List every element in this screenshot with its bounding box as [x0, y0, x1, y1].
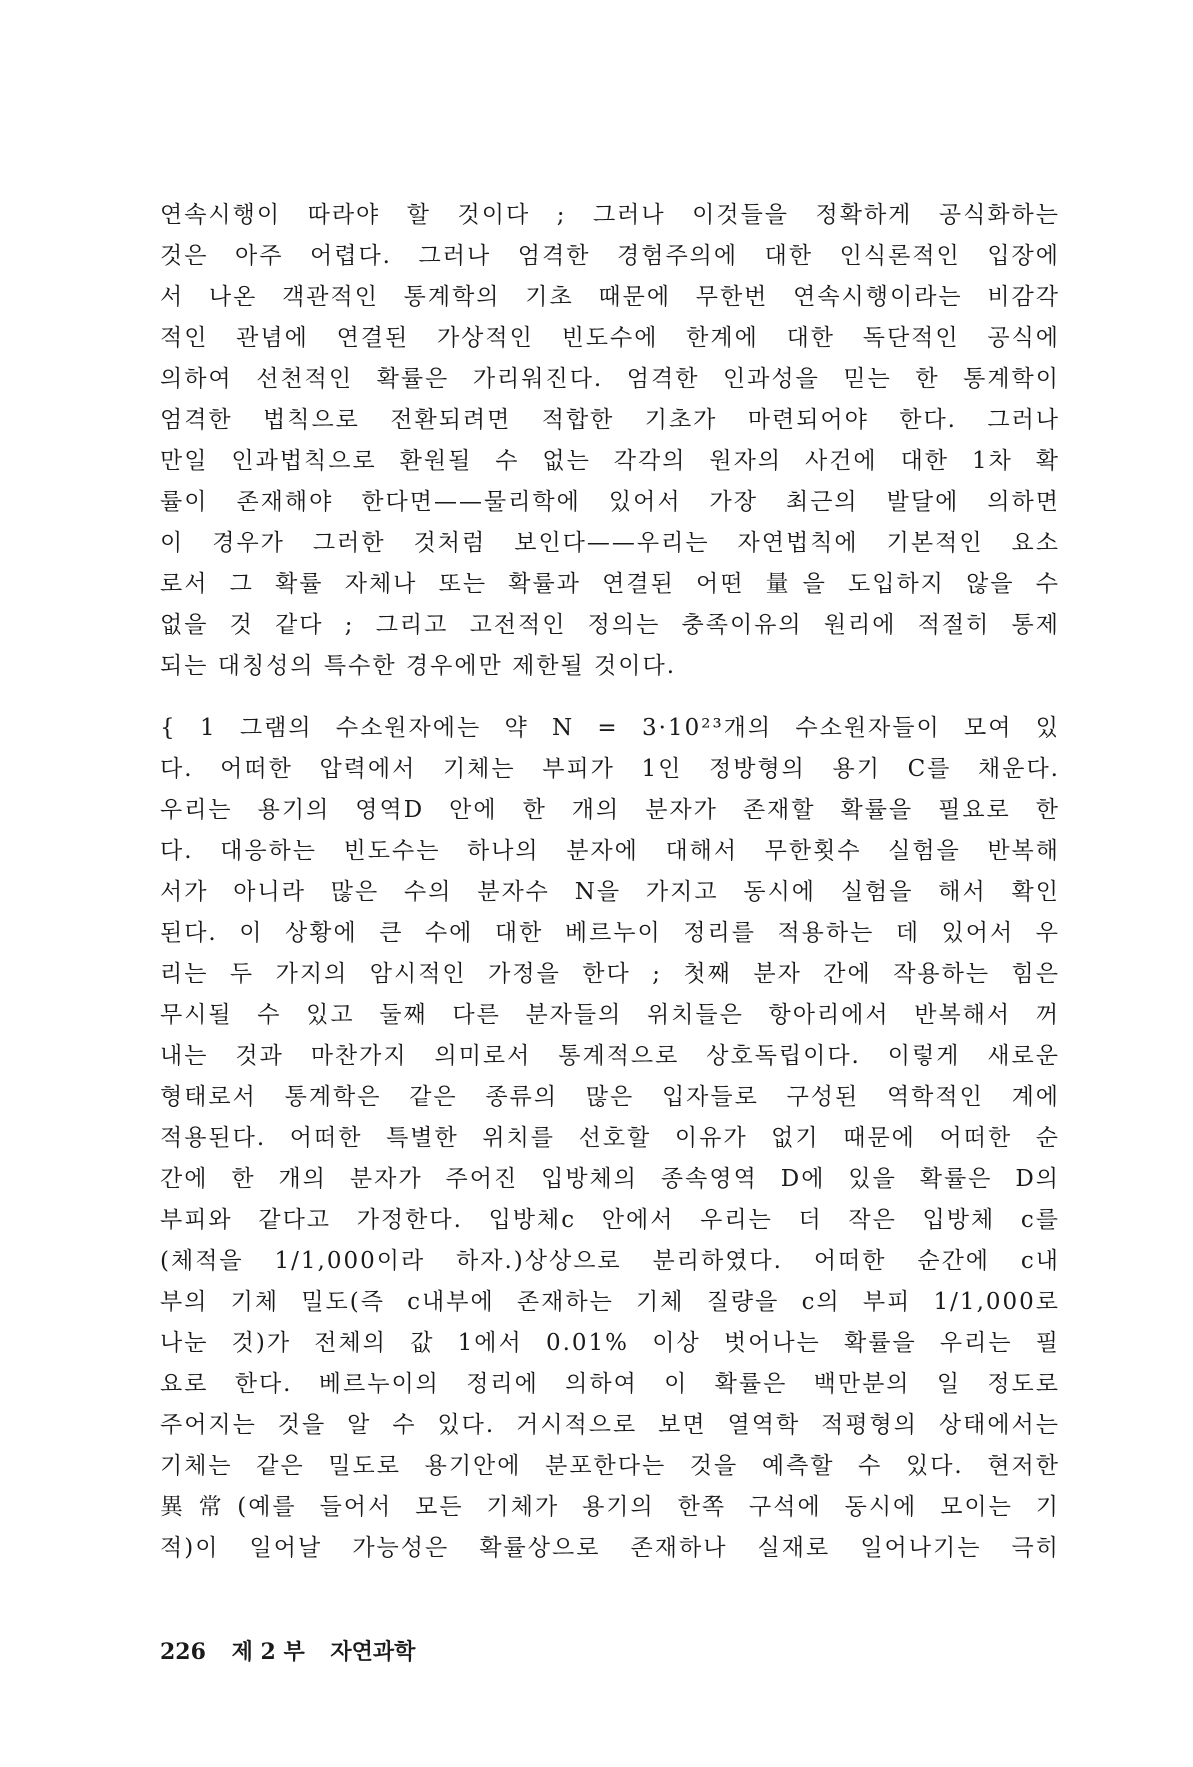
- text-line: (체적을 1/1,000이라 하자.)상상으로 분리하였다. 어떠한 순간에 c내: [160, 1248, 1060, 1274]
- text-line: 된다. 이 상황에 큰 수에 대한 베르누이 정리를 적용하는 데 있어서 우: [160, 920, 1060, 946]
- text-line: 다. 대응하는 빈도수는 하나의 분자에 대해서 무한횟수 실험을 반복해: [160, 838, 1060, 864]
- text-line: 형태로서 통계학은 같은 종류의 많은 입자들로 구성된 역학적인 계에: [160, 1084, 1060, 1110]
- text-line: 다. 어떠한 압력에서 기체는 부피가 1인 정방형의 용기 C를 채운다.: [160, 756, 1060, 782]
- text-line: 률이 존재해야 한다면——물리학에 있어서 가장 최근의 발달에 의하면: [160, 489, 1060, 515]
- paragraph-2: [160, 708, 1060, 1569]
- text-line: 무시될 수 있고 둘째 다른 분자들의 위치들은 항아리에서 반복해서 꺼: [160, 1002, 1060, 1028]
- section-title: 자연과학: [330, 1639, 416, 1665]
- text-line: 異常(예를 들어서 모든 기체가 용기의 한쪽 구석에 동시에 모이는 기: [160, 1494, 1060, 1520]
- text-line: 서가 아니라 많은 수의 분자수 N을 가지고 동시에 실험을 해서 확인: [160, 879, 1060, 905]
- text-line: 만일 인과법칙으로 환원될 수 없는 각각의 원자의 사건에 대한 1차 확: [160, 448, 1060, 474]
- text-line: 리는 두 가지의 암시적인 가정을 한다 ; 첫째 분자 간에 작용하는 힘은: [160, 961, 1060, 987]
- text-line: 나눈 것)가 전체의 값 1에서 0.01% 이상 벗어나는 확률을 우리는 필: [160, 1330, 1060, 1356]
- text-line: 기체는 같은 밀도로 용기안에 분포한다는 것을 예측할 수 있다. 현저한: [160, 1453, 1060, 1479]
- text-line: { 1 그램의 수소원자에는 약 N = 3·10²³개의 수소원자들이 모여 있: [160, 715, 1060, 741]
- text-line: 내는 것과 마찬가지 의미로서 통계적으로 상호독립이다. 이렇게 새로운: [160, 1043, 1060, 1069]
- text-line: 이 경우가 그러한 것처럼 보인다——우리는 자연법칙에 기본적인 요소: [160, 530, 1060, 556]
- text-line: 엄격한 법칙으로 전환되려면 적합한 기초가 마련되어야 한다. 그러나: [160, 407, 1060, 433]
- page-number: 226: [160, 1639, 206, 1665]
- page-footer: [160, 1635, 433, 1666]
- text-line: 되는 대칭성의 특수한 경우에만 제한될 것이다.: [160, 653, 677, 679]
- part-label: 제 2 부: [231, 1639, 305, 1665]
- text-line: 부의 기체 밀도(즉 c내부에 존재하는 기체 질량을 c의 부피 1/1,000로: [160, 1289, 1060, 1315]
- text-line: 서 나온 객관적인 통계학의 기초 때문에 무한번 연속시행이라는 비감각: [160, 284, 1060, 310]
- text-line: 적인 관념에 연결된 가상적인 빈도수에 한계에 대한 독단적인 공식에: [160, 325, 1060, 351]
- text-line: 요로 한다. 베르누이의 정리에 의하여 이 확률은 백만분의 일 정도로: [160, 1371, 1060, 1397]
- text-line: 적용된다. 어떠한 특별한 위치를 선호할 이유가 없기 때문에 어떠한 순: [160, 1125, 1060, 1151]
- text-line: 주어지는 것을 알 수 있다. 거시적으로 보면 열역학 적평형의 상태에서는: [160, 1412, 1060, 1438]
- text-line: 것은 아주 어렵다. 그러나 엄격한 경험주의에 대한 인식론적인 입장에: [160, 243, 1060, 269]
- text-line: 부피와 같다고 가정한다. 입방체c 안에서 우리는 더 작은 입방체 c를: [160, 1207, 1060, 1233]
- text-line: 연속시행이 따라야 할 것이다 ; 그러나 이것들을 정확하게 공식화하는: [160, 202, 1060, 228]
- text-line: 로서 그 확률 자체나 또는 확률과 연결된 어떤 量을 도입하지 않을 수: [160, 571, 1060, 597]
- text-line: 없을 것 같다 ; 그리고 고전적인 정의는 충족이유의 원리에 적절히 통제: [160, 612, 1060, 638]
- text-line: 간에 한 개의 분자가 주어진 입방체의 종속영역 D에 있을 확률은 D의: [160, 1166, 1060, 1192]
- text-line: 우리는 용기의 영역D 안에 한 개의 분자가 존재할 확률을 필요로 한: [160, 797, 1060, 823]
- text-line: 의하여 선천적인 확률은 가리워진다. 엄격한 인과성을 믿는 한 통계학이: [160, 366, 1060, 392]
- text-line: 적)이 일어날 가능성은 확률상으로 존재하나 실재로 일어나기는 극히: [160, 1535, 1060, 1561]
- paragraph-1: [160, 195, 1060, 687]
